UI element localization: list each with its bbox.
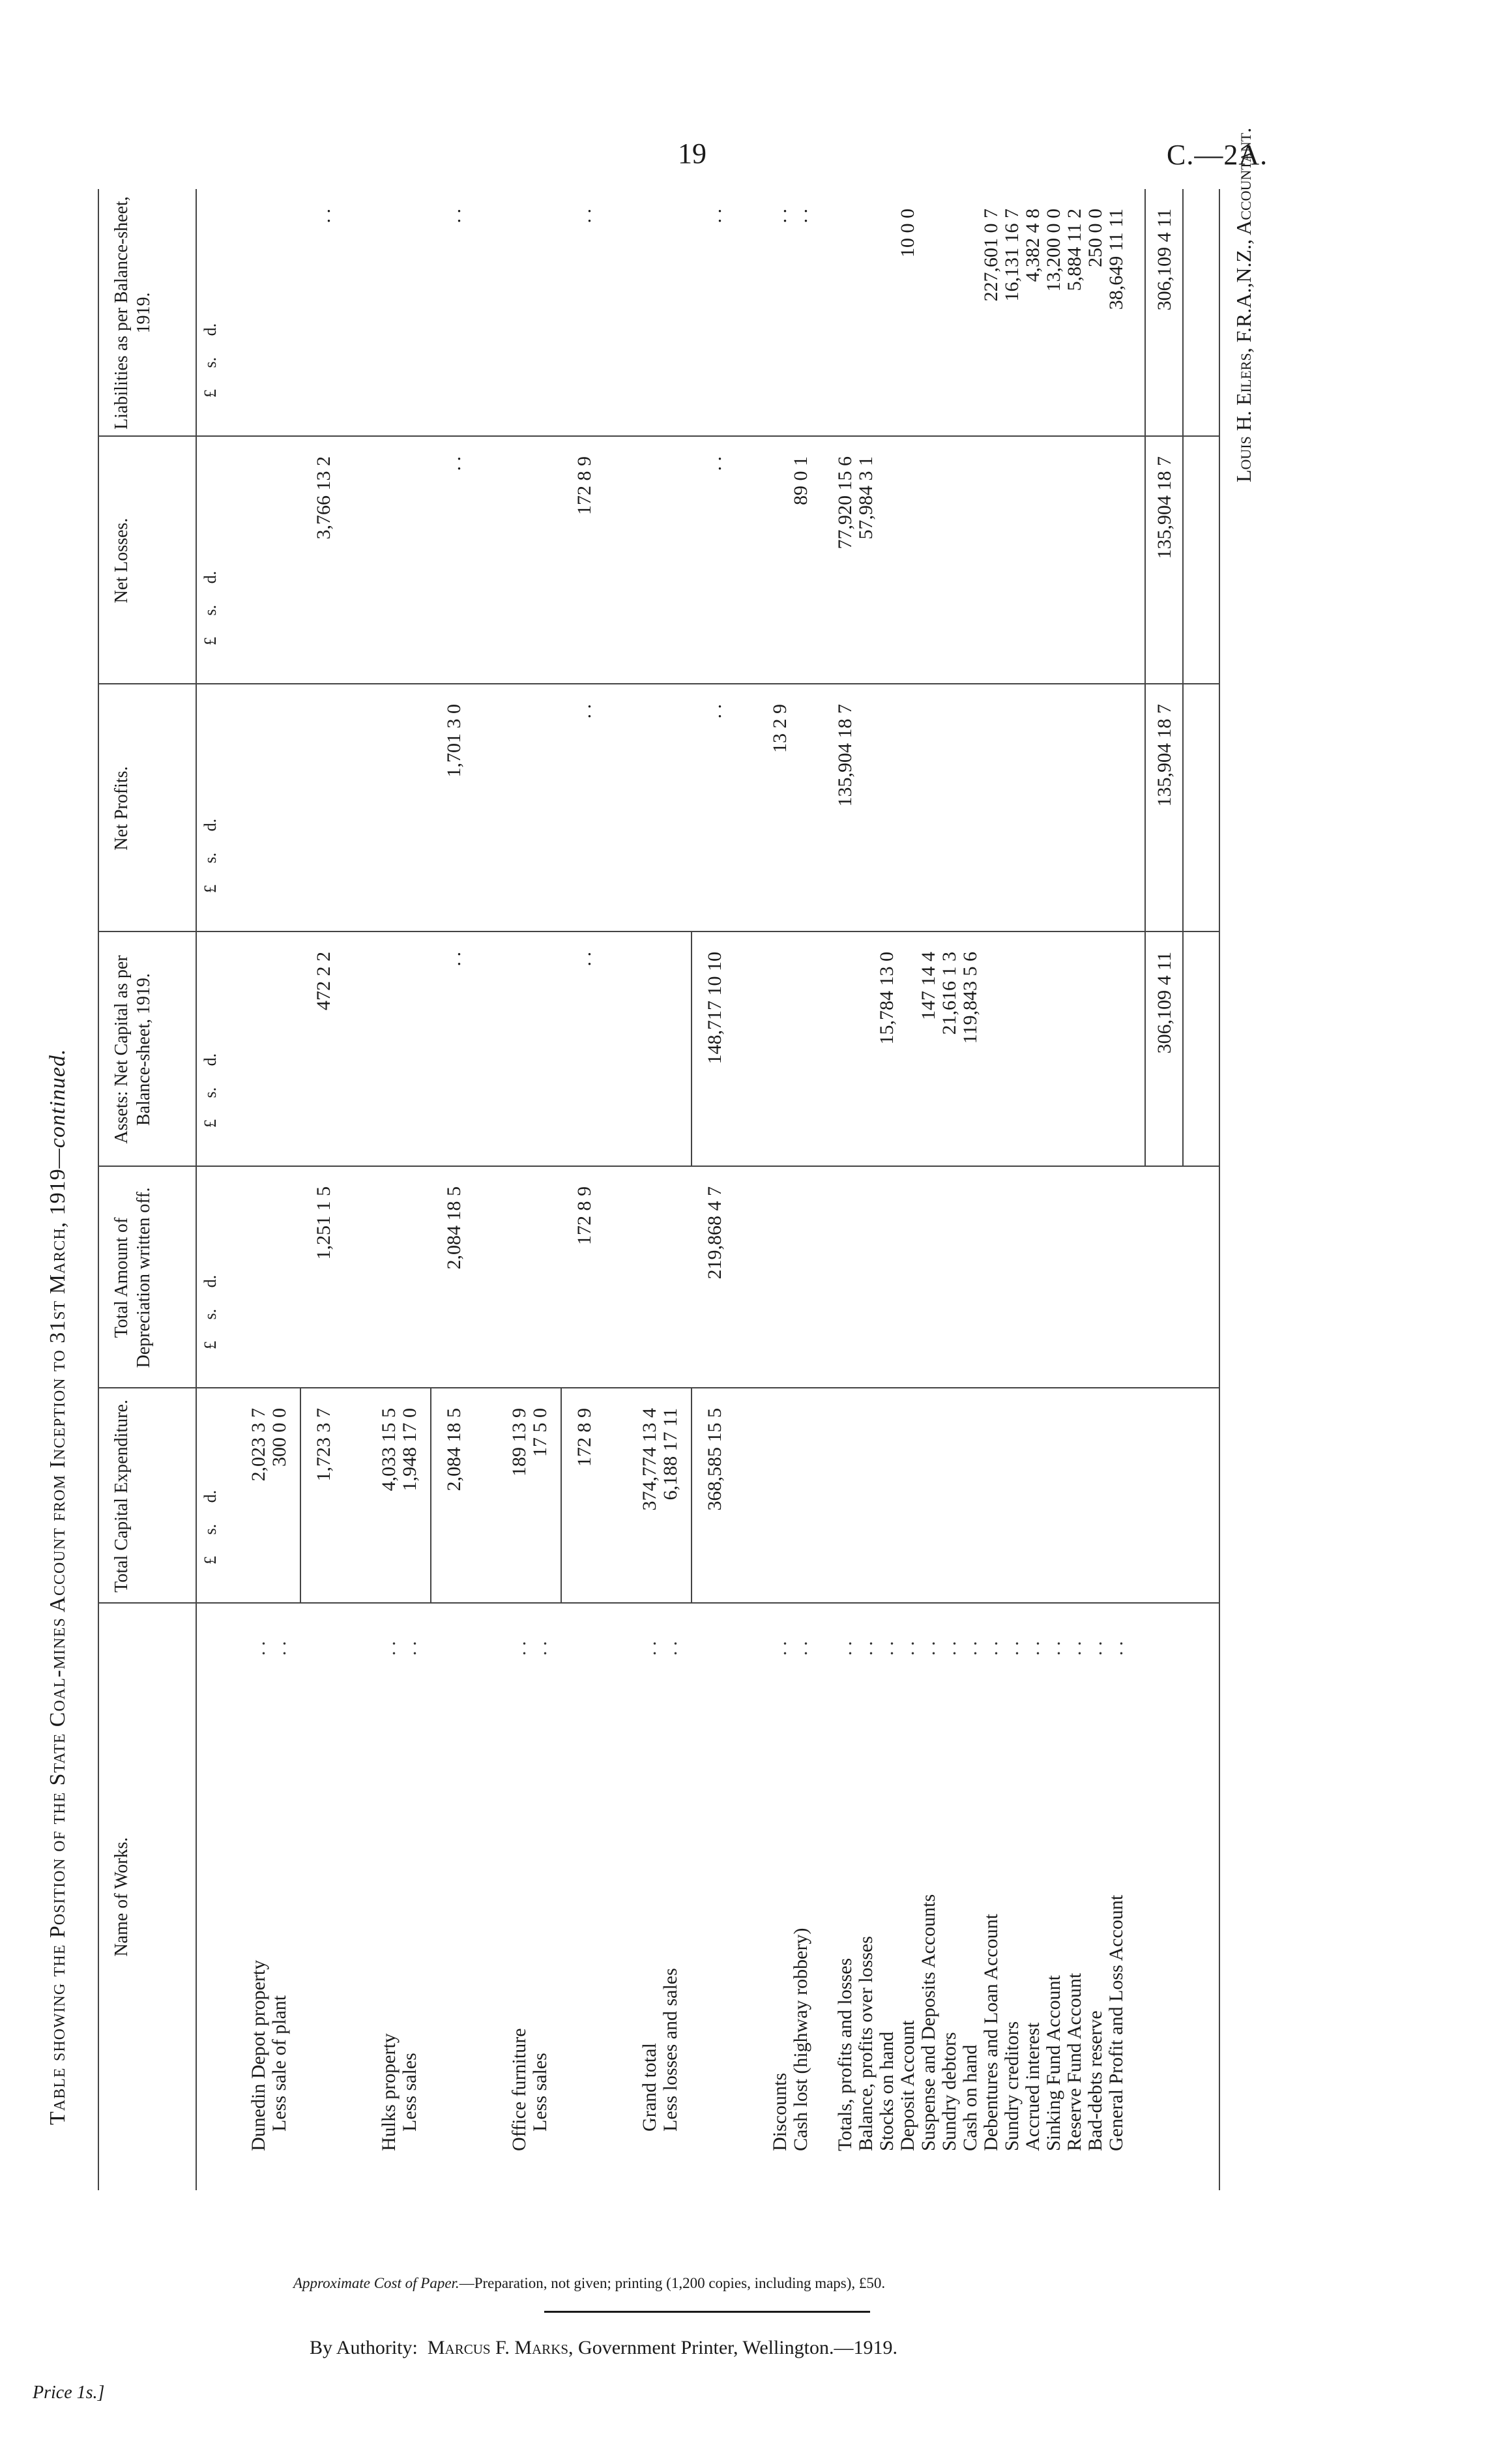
cell-liabilities: . . [769, 209, 791, 224]
leader-dots: . . [1064, 1641, 1085, 1656]
cell-assets: 15,784 13 0 [876, 952, 897, 1045]
total-net-losses: 135,904 18 7 [1154, 456, 1175, 559]
leader-dots: . . [1085, 1641, 1106, 1656]
row-label: Debentures and Loan Account [980, 1913, 1002, 2151]
header-net-losses: Net Losses. [111, 518, 132, 604]
row-label: Bad-debts reserve [1085, 2010, 1106, 2151]
table-title [46, 1049, 70, 2125]
leader-dots: . . [939, 1641, 960, 1656]
cell-depreciation: 1,251 1 5 [313, 1186, 334, 1260]
cell-assets: . . [443, 952, 465, 967]
leader-dots: . . [959, 1641, 981, 1656]
cell-liabilities: . . [313, 209, 334, 224]
cell-liabilities: 16,131 16 7 [1001, 209, 1023, 302]
cell-net-profits: 13 2 9 [769, 704, 791, 753]
table-bottom-rule [1219, 189, 1220, 2190]
total-assets: 306,109 4 11 [1154, 952, 1175, 1054]
cell-liabilities: . . [790, 209, 811, 224]
row-label: Less sales [399, 2053, 420, 2132]
cell-net-profits: . . [704, 704, 725, 719]
cell-total-capital: 172 8 9 [574, 1408, 595, 1467]
grand-total-rule [691, 932, 692, 1167]
units-liabilities: £ s. d. [201, 323, 220, 398]
row-label: Office furniture [508, 2028, 530, 2151]
cell-assets: . . [574, 952, 595, 967]
leader-dots: . . [1022, 1641, 1043, 1656]
cell-liabilities: 250 0 0 [1085, 209, 1106, 267]
position-table [98, 169, 1284, 2190]
totals-top-rule [1144, 189, 1146, 1167]
cell-liabilities: . . [574, 209, 595, 224]
cell-net-profits: 135,904 18 7 [834, 704, 856, 807]
leader-dots: . . [769, 1641, 791, 1656]
header-net-profits: Net Profits. [111, 766, 132, 851]
cell-total-capital: 1,948 17 0 [399, 1408, 420, 1491]
row-label: Sundry debtors [939, 2032, 960, 2151]
header-assets: Assets: Net Capital as per Balance-sheet, 1919. [111, 955, 154, 1144]
page-number: 19 [678, 138, 707, 169]
cell-assets: 119,843 5 6 [959, 952, 981, 1044]
cell-liabilities: 4,382 4 8 [1022, 209, 1043, 282]
cell-total-capital: 1,723 3 7 [313, 1408, 334, 1482]
table-title-suffix: —continued. [46, 1048, 70, 1169]
header-total-capital: Total Capital Expenditure. [111, 1400, 132, 1592]
cell-liabilities: . . [443, 209, 465, 224]
column-divider [98, 1166, 1219, 1167]
row-label: Hulks property [378, 2033, 400, 2151]
header-liabilities: Liabilities as per Balance-sheet, 1919. [111, 196, 154, 430]
cell-liabilities: 10 0 0 [897, 209, 918, 257]
column-divider [98, 931, 1219, 932]
leader-dots: . . [508, 1641, 530, 1656]
cell-net-losses: 3,766 13 2 [313, 456, 334, 540]
cell-liabilities: 38,649 11 11 [1105, 209, 1127, 310]
accountant-signature: Louis H. Eilers, F.R.A.,N.Z., Accountant. [1232, 127, 1255, 482]
cell-depreciation: 219,868 4 7 [704, 1186, 725, 1280]
authority-line [310, 2337, 897, 2359]
cell-net-losses: . . [704, 456, 725, 471]
cell-total-capital: 368,585 15 5 [704, 1408, 725, 1511]
units-total-capital: £ s. d. [201, 1489, 220, 1564]
printer-name: Marcus F. Marks [427, 2337, 569, 2358]
cell-total-capital: 2,084 18 5 [443, 1408, 465, 1491]
row-label: Stocks on hand [876, 2031, 897, 2151]
table-top-rule [98, 189, 99, 2190]
subtotal-rule [691, 1388, 692, 1604]
row-label: Cash lost (highway robbery) [790, 1928, 811, 2151]
leader-dots: . . [378, 1641, 400, 1656]
paper-reference: C.—2A. [1167, 139, 1268, 171]
authority-suffix: , Government Printer, Wellington.—1919. [568, 2337, 897, 2358]
row-label: Totals, profits and losses [834, 1958, 856, 2151]
column-divider [98, 1387, 1219, 1388]
row-label: Sinking Fund Account [1043, 1974, 1064, 2151]
footnote-italic: Approximate Cost of Paper. [293, 2275, 459, 2291]
units-net-profits: £ s. d. [201, 818, 220, 893]
table-header-rule [196, 189, 197, 2190]
row-label: Discounts [769, 2073, 791, 2151]
subtotal-rule [300, 1388, 301, 1604]
cell-liabilities: 5,884 11 2 [1064, 209, 1085, 291]
leader-dots: . . [790, 1641, 811, 1656]
cell-assets: 148,717 10 10 [704, 952, 725, 1064]
row-label: Suspense and Deposits Accounts [918, 1894, 939, 2151]
table-title-text: Table showing the Position of the State Coal-mines Account from Inception to 31st March, 1919 [46, 1168, 70, 2125]
header-name: Name of Works. [111, 1837, 132, 1957]
column-divider [98, 1602, 1219, 1604]
column-divider [98, 683, 1219, 684]
row-label: Balance, profits over losses [855, 1936, 877, 2151]
row-label: Deposit Account [897, 2020, 918, 2151]
subtotal-rule [561, 1388, 562, 1604]
row-label: Dunedin Depot property [248, 1959, 269, 2151]
row-label: Cash on hand [959, 2044, 981, 2151]
leader-dots: . . [1043, 1641, 1064, 1656]
footer-rule [544, 2311, 870, 2313]
units-assets: £ s. d. [201, 1053, 220, 1128]
total-net-profits: 135,904 18 7 [1154, 704, 1175, 807]
units-net-losses: £ s. d. [201, 570, 220, 645]
cell-net-losses: . . [443, 456, 465, 471]
footnote-text: —Preparation, not given; printing (1,200 copies, including maps), £50. [459, 2275, 886, 2291]
cell-total-capital: 4,033 15 5 [378, 1408, 400, 1491]
row-label: Accrued interest [1022, 2022, 1043, 2151]
row-label: Sundry creditors [1001, 2021, 1023, 2151]
cell-net-losses: 57,984 3 1 [855, 456, 877, 540]
cell-net-losses: 77,920 15 6 [834, 456, 856, 550]
row-label: General Profit and Loss Account [1105, 1894, 1127, 2151]
units-depreciation: £ s. d. [201, 1274, 220, 1349]
cell-depreciation: 172 8 9 [574, 1186, 595, 1245]
cell-liabilities: . . [704, 209, 725, 224]
leader-dots: . . [269, 1641, 290, 1656]
cell-depreciation: 2,084 18 5 [443, 1186, 465, 1270]
leader-dots: . . [248, 1641, 269, 1656]
row-label: Less sales [529, 2053, 551, 2132]
cell-total-capital: 374,774 13 4 [639, 1408, 660, 1511]
leader-dots: . . [639, 1641, 660, 1656]
cell-total-capital: 17 5 0 [529, 1408, 551, 1457]
cost-footnote [293, 2275, 885, 2292]
cell-assets: 147 14 4 [918, 952, 939, 1020]
cell-assets: 21,616 1 3 [939, 952, 960, 1035]
leader-dots: . . [876, 1641, 897, 1656]
leader-dots: . . [918, 1641, 939, 1656]
row-label: Grand total [639, 2043, 660, 2132]
leader-dots: . . [1001, 1641, 1023, 1656]
cell-total-capital: 2,023 3 7 [248, 1408, 269, 1482]
cell-net-profits: 1,701 3 0 [443, 704, 465, 778]
row-label: Less losses and sales [660, 1968, 681, 2132]
cell-total-capital: 6,188 17 11 [660, 1408, 681, 1501]
totals-bottom-rule [1182, 189, 1184, 1167]
row-label: Reserve Fund Account [1064, 1973, 1085, 2151]
leader-dots: . . [980, 1641, 1002, 1656]
cell-net-losses: 89 0 1 [790, 456, 811, 505]
authority-prefix: By Authority: [310, 2337, 418, 2358]
leader-dots: . . [529, 1641, 551, 1656]
leader-dots: . . [399, 1641, 420, 1656]
column-divider [98, 435, 1219, 437]
leader-dots: . . [660, 1641, 681, 1656]
cell-liabilities: 13,200 0 0 [1043, 209, 1064, 292]
cell-liabilities: 227,601 0 7 [980, 209, 1002, 302]
cell-net-losses: 172 8 9 [574, 456, 595, 515]
total-liabilities: 306,109 4 11 [1154, 209, 1175, 311]
price-label: Price 1s.] [33, 2383, 105, 2403]
cell-total-capital: 300 0 0 [269, 1408, 290, 1467]
header-depreciation: Total Amount of Depreciation written off. [111, 1187, 154, 1368]
leader-dots: . . [1105, 1641, 1127, 1656]
subtotal-rule [430, 1388, 431, 1604]
cell-net-profits: . . [574, 704, 595, 719]
row-label: Less sale of plant [269, 1995, 290, 2132]
leader-dots: . . [855, 1641, 877, 1656]
leader-dots: . . [834, 1641, 856, 1656]
cell-assets: 472 2 2 [313, 952, 334, 1010]
cell-total-capital: 189 13 9 [508, 1408, 530, 1476]
leader-dots: . . [897, 1641, 918, 1656]
